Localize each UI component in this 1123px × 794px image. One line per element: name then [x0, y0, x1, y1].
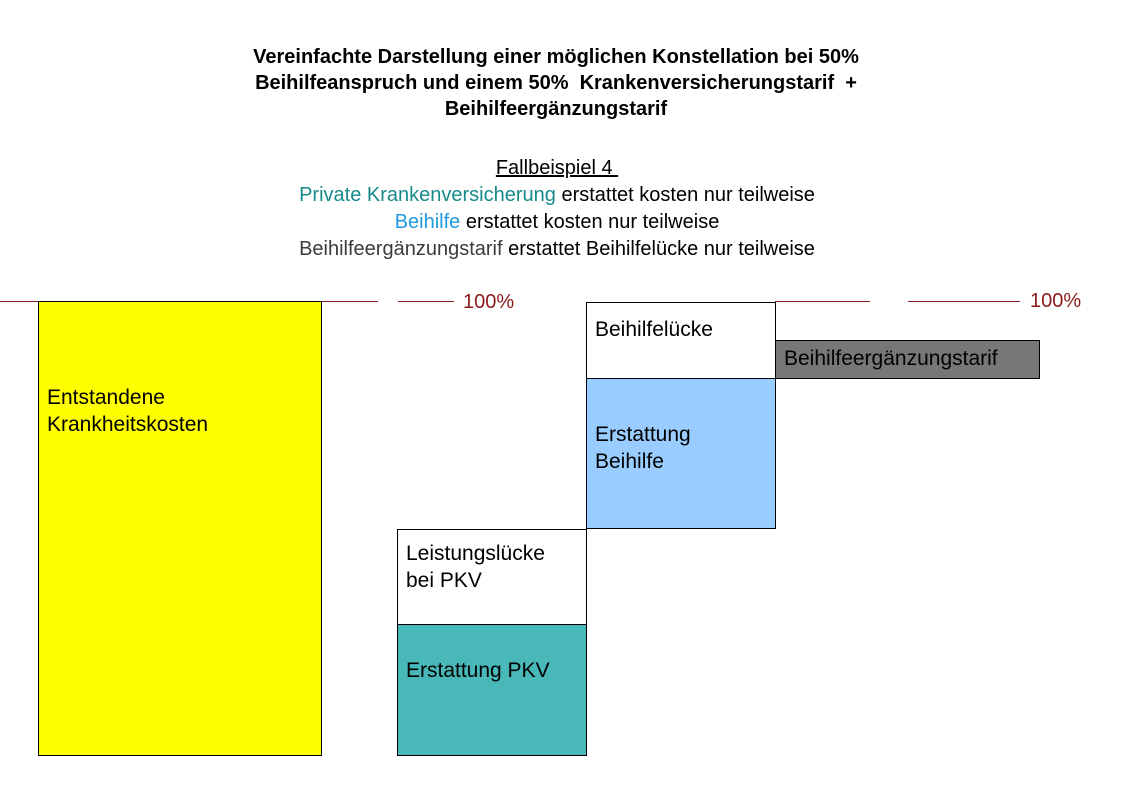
beihilfe-gap-block: Beihilfelücke: [586, 302, 776, 379]
pkv-description: erstattet kosten nur teilweise: [555, 184, 815, 206]
case-heading: Fallbeispiel 4: [495, 157, 619, 179]
percent-label-left: 100%: [463, 291, 515, 313]
marker-line-right-1: [775, 301, 870, 302]
pkv-refund-block: Erstattung PKV: [397, 624, 587, 756]
pkv-label: Private Krankenversicherung: [299, 184, 556, 206]
case-description: [0, 155, 1114, 263]
supplement-label: Beihilfeergänzungstarif: [299, 238, 503, 260]
description-line-pkv: [0, 182, 1114, 209]
costs-block: Entstandene Krankheitskosten: [38, 301, 322, 756]
description-line-supplement: [0, 236, 1114, 263]
title-line-1: Vereinfachte Darstellung einer möglichen Konstellation bei 50%: [253, 46, 859, 68]
pkv-gap-block: Leistungslücke bei PKV: [397, 529, 587, 625]
marker-line-right-2: [908, 301, 1020, 302]
title-line-3: Beihilfeergänzungstarif: [444, 98, 668, 120]
beihilfe-label: Beihilfe: [394, 211, 461, 233]
percent-label-right: 100%: [1030, 290, 1082, 312]
description-line-beihilfe: [0, 209, 1114, 236]
supplement-block: Beihilfeergänzungstarif: [775, 340, 1040, 379]
beihilfe-refund-block: Erstattung Beihilfe: [586, 378, 776, 529]
marker-line-left-2: [398, 301, 454, 302]
supplement-description: erstattet Beihilfelücke nur teilweise: [502, 238, 815, 260]
title-line-2: Beihilfeanspruch und einem 50% Krankenversicherungstarif +: [255, 72, 857, 94]
diagram-title: [0, 44, 1112, 122]
beihilfe-description: erstattet kosten nur teilweise: [460, 211, 720, 233]
